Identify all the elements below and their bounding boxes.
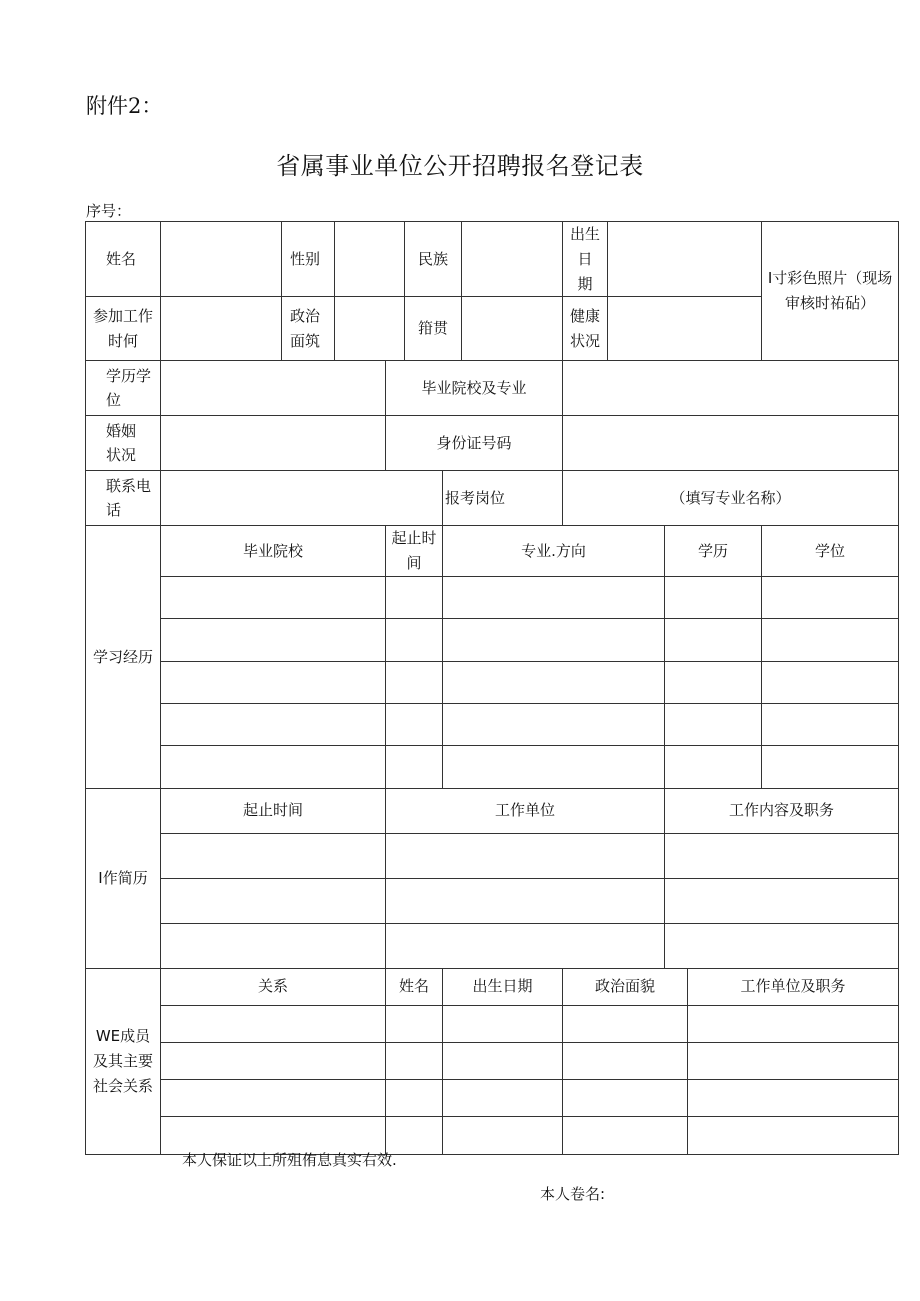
family-cell[interactable] [161, 1005, 386, 1042]
study-col-degree: 学位 [762, 526, 899, 577]
position-label: 报考岗位 [443, 471, 563, 526]
work-history-label: I作简历 [86, 788, 161, 968]
study-row [86, 703, 899, 745]
work-col-employer: 工作单位 [386, 788, 665, 833]
work-col-duties: 工作内容及职务 [665, 788, 899, 833]
family-col-name: 姓名 [386, 968, 443, 1005]
family-row [86, 1079, 899, 1116]
study-cell[interactable] [665, 703, 762, 745]
family-cell[interactable] [688, 1005, 899, 1042]
work-cell[interactable] [386, 833, 665, 878]
study-cell[interactable] [762, 618, 899, 661]
study-cell[interactable] [762, 576, 899, 618]
registration-form-table [85, 221, 899, 1155]
study-cell[interactable] [443, 661, 665, 703]
health-label: 健康 状况 [563, 297, 608, 361]
ethnicity-label: 民族 [405, 222, 462, 297]
family-cell[interactable] [386, 1042, 443, 1079]
family-cell[interactable] [386, 1005, 443, 1042]
work-start-label: 参加工作 时何 [86, 297, 161, 361]
study-cell[interactable] [665, 661, 762, 703]
study-cell[interactable] [386, 703, 443, 745]
study-cell[interactable] [762, 661, 899, 703]
family-col-relation: 关系 [161, 968, 386, 1005]
study-cell[interactable] [161, 618, 386, 661]
study-cell[interactable] [161, 576, 386, 618]
study-col-education: 学历 [665, 526, 762, 577]
family-cell[interactable] [161, 1079, 386, 1116]
ethnicity-field[interactable] [462, 222, 563, 297]
study-row [86, 618, 899, 661]
position-hint: （填写专业名称） [670, 488, 791, 507]
study-cell[interactable] [762, 745, 899, 788]
family-cell[interactable] [563, 1116, 688, 1154]
birthdate-label: 出生日 期 [563, 222, 608, 297]
phone-field[interactable] [161, 471, 443, 526]
study-row [86, 745, 899, 788]
work-start-field[interactable] [161, 297, 282, 361]
signature-label: 本人卷名: [540, 1185, 606, 1203]
study-cell[interactable] [443, 576, 665, 618]
work-cell[interactable] [161, 923, 386, 968]
family-cell[interactable] [443, 1005, 563, 1042]
study-cell[interactable] [762, 703, 899, 745]
work-row [86, 878, 899, 923]
name-field[interactable] [161, 222, 282, 297]
study-cell[interactable] [386, 618, 443, 661]
family-cell[interactable] [161, 1042, 386, 1079]
native-place-label: 箝贯 [405, 297, 462, 361]
family-cell[interactable] [563, 1042, 688, 1079]
work-row [86, 833, 899, 878]
family-cell[interactable] [688, 1042, 899, 1079]
family-col-birthdate: 出生日期 [443, 968, 563, 1005]
education-degree-label: 学历学 位 [86, 361, 161, 416]
study-row [86, 661, 899, 703]
family-cell[interactable] [563, 1005, 688, 1042]
attachment-label: 附件2： [86, 94, 163, 118]
study-cell[interactable] [443, 745, 665, 788]
study-cell[interactable] [665, 745, 762, 788]
school-major-field[interactable] [563, 361, 899, 416]
family-cell[interactable] [688, 1116, 899, 1154]
id-number-label: 身份证号码 [386, 416, 563, 471]
study-cell[interactable] [386, 661, 443, 703]
study-cell[interactable] [386, 745, 443, 788]
study-col-major: 专业.方向 [443, 526, 665, 577]
family-cell[interactable] [563, 1079, 688, 1116]
work-cell[interactable] [161, 878, 386, 923]
political-status-field[interactable] [335, 297, 405, 361]
birthdate-field[interactable] [608, 222, 762, 297]
study-cell[interactable] [665, 576, 762, 618]
work-row [86, 923, 899, 968]
family-col-employer: 工作单位及职务 [688, 968, 899, 1005]
photo-box[interactable]: I寸彩色照片（现场 审核时祐砧） [762, 222, 899, 361]
study-cell[interactable] [443, 618, 665, 661]
study-cell[interactable] [665, 618, 762, 661]
native-place-field[interactable] [462, 297, 563, 361]
marital-status-label: 婚姻 状况 [86, 416, 161, 471]
study-cell[interactable] [161, 661, 386, 703]
name-label: 姓名 [86, 222, 161, 297]
phone-label: 联系电 话 [86, 471, 161, 526]
political-status-label: 政治 面筑 [282, 297, 335, 361]
family-cell[interactable] [386, 1079, 443, 1116]
study-cell[interactable] [443, 703, 665, 745]
family-col-politics: 政治面貌 [563, 968, 688, 1005]
study-cell[interactable] [161, 703, 386, 745]
pledge-statement: 本人保证以上所殂侑息真实右效. [182, 1151, 397, 1169]
work-cell[interactable] [386, 923, 665, 968]
education-degree-field[interactable] [161, 361, 386, 416]
work-cell[interactable] [386, 878, 665, 923]
id-number-field[interactable] [563, 416, 899, 471]
work-cell[interactable] [665, 878, 899, 923]
family-cell[interactable] [688, 1079, 899, 1116]
family-label: WE成员 及其主要 社会关系 [86, 968, 161, 1154]
position-field[interactable] [563, 471, 899, 526]
study-col-period: 起止时间 [386, 526, 443, 577]
school-major-label: 毕业院校及专业 [386, 361, 563, 416]
health-field[interactable] [608, 297, 762, 361]
study-row [86, 576, 899, 618]
family-row [86, 1005, 899, 1042]
family-cell[interactable] [443, 1079, 563, 1116]
study-history-label: 学习经历 [86, 526, 161, 789]
study-cell[interactable] [386, 576, 443, 618]
family-cell[interactable] [443, 1116, 563, 1154]
work-cell[interactable] [665, 923, 899, 968]
serial-number-label: 序号： [86, 202, 132, 220]
study-col-school: 毕业院校 [161, 526, 386, 577]
work-col-period: 起止时间 [161, 788, 386, 833]
work-cell[interactable] [161, 833, 386, 878]
family-row [86, 1042, 899, 1079]
gender-label: 性别 [282, 222, 335, 297]
marital-status-field[interactable] [161, 416, 386, 471]
form-title: 省属事业单位公开招聘报名登记表 [276, 152, 644, 180]
study-cell[interactable] [161, 745, 386, 788]
family-cell[interactable] [443, 1042, 563, 1079]
work-cell[interactable] [665, 833, 899, 878]
gender-field[interactable] [335, 222, 405, 297]
